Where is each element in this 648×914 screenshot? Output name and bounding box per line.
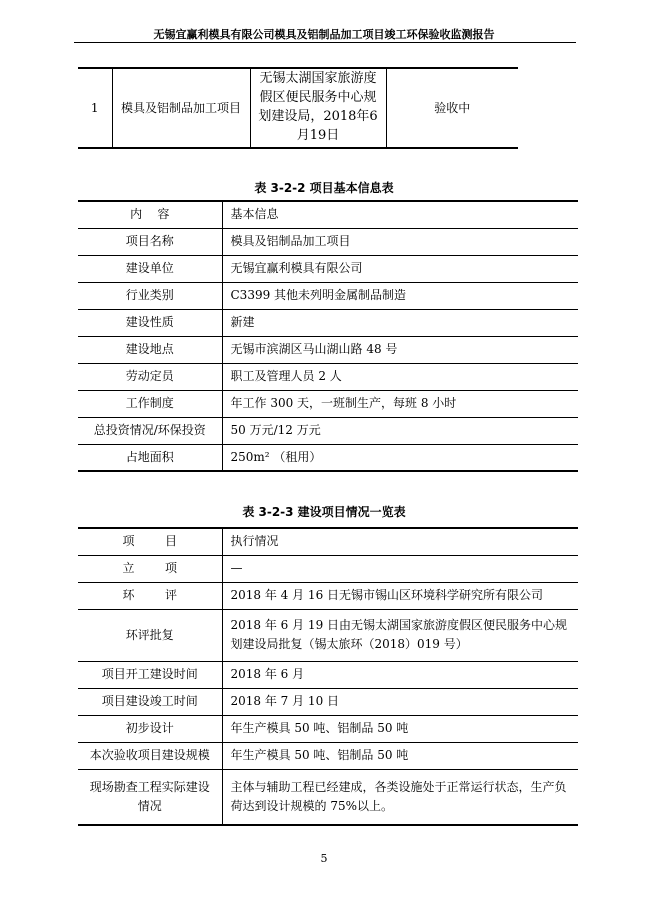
table-row xyxy=(78,609,578,661)
row-label: 行业类别 xyxy=(78,282,222,309)
row-value: 年工作 300 天，一班制生产，每班 8 小时 xyxy=(222,390,578,417)
row-value: 2018 年 4 月 16 日无锡市锡山区环境科学研究所有限公司 xyxy=(222,582,578,609)
row-label: 建设单位 xyxy=(78,255,222,282)
row-label: 本次验收项目建设规模 xyxy=(78,742,222,769)
row-value: 基本信息 xyxy=(222,201,578,228)
row-label: 内 容 xyxy=(78,201,222,228)
row-value: C3399 其他未列明金属制品制造 xyxy=(222,282,578,309)
table-row xyxy=(78,336,578,363)
row-label: 建设性质 xyxy=(78,309,222,336)
row-label: 总投资情况/环保投资 xyxy=(78,417,222,444)
row-label: 初步设计 xyxy=(78,715,222,742)
table-row xyxy=(78,68,518,148)
table-row xyxy=(78,528,578,555)
table-row xyxy=(78,742,578,769)
row-value: 50 万元/12 万元 xyxy=(222,417,578,444)
row-value: 2018 年 6 月 19 日由无锡太湖国家旅游度假区便民服务中心规划建设局批复（锡太旅环（2018）019 号） xyxy=(222,609,578,661)
row-label: 环评批复 xyxy=(78,609,222,661)
table-basic-caption: 表 3-2-2 项目基本信息表 xyxy=(254,181,394,195)
table-row xyxy=(78,255,578,282)
row-value: 年生产模具 50 吨、铝制品 50 吨 xyxy=(222,715,578,742)
row-value: 新建 xyxy=(222,309,578,336)
table-row xyxy=(78,417,578,444)
table-row xyxy=(78,715,578,742)
table-row xyxy=(78,228,578,255)
row-label: 项 目 xyxy=(78,528,222,555)
row-value: 250m² （租用） xyxy=(222,444,578,471)
row-index: 1 xyxy=(78,68,112,148)
table-row xyxy=(78,582,578,609)
table-row xyxy=(78,769,578,825)
row-label: 占地面积 xyxy=(78,444,222,471)
table-row xyxy=(78,309,578,336)
table-row xyxy=(78,444,578,471)
row-value: 模具及铝制品加工项目 xyxy=(222,228,578,255)
row-value: 主体与辅助工程已经建成，各类设施处于正常运行状态，生产负荷达到设计规模的 75%以上。 xyxy=(222,769,578,825)
row-label: 劳动定员 xyxy=(78,363,222,390)
report-header-title: 无锡宜赢利模具有限公司模具及铝制品加工项目竣工环保验收监测报告 xyxy=(153,28,495,41)
project-name-cell: 模具及铝制品加工项目 xyxy=(112,68,250,148)
table-row xyxy=(78,201,578,228)
row-label: 项目建设竣工时间 xyxy=(78,688,222,715)
row-label: 建设地点 xyxy=(78,336,222,363)
row-value: 无锡市滨湖区马山湖山路 48 号 xyxy=(222,336,578,363)
row-value: 2018 年 7 月 10 日 xyxy=(222,688,578,715)
row-value: 2018 年 6 月 xyxy=(222,661,578,688)
row-label: 环 评 xyxy=(78,582,222,609)
approval-table xyxy=(78,67,518,149)
approval-cell: 无锡太湖国家旅游度假区便民服务中心规划建设局，2018年6月19日 xyxy=(250,68,386,148)
row-label: 工作制度 xyxy=(78,390,222,417)
row-label: 立 项 xyxy=(78,555,222,582)
table-row xyxy=(78,363,578,390)
table-row xyxy=(78,688,578,715)
basic-info-table xyxy=(78,200,578,472)
row-label: 项目名称 xyxy=(78,228,222,255)
table-construction-caption: 表 3-2-3 建设项目情况一览表 xyxy=(242,505,406,519)
table-row xyxy=(78,390,578,417)
header-rule xyxy=(74,42,576,43)
row-label: 项目开工建设时间 xyxy=(78,661,222,688)
row-value: 无锡宜赢利模具有限公司 xyxy=(222,255,578,282)
table-row xyxy=(78,661,578,688)
row-label: 现场勘查工程实际建设情况 xyxy=(78,769,222,825)
page-number: 5 xyxy=(320,852,328,865)
row-value: — xyxy=(222,555,578,582)
row-value: 年生产模具 50 吨、铝制品 50 吨 xyxy=(222,742,578,769)
construction-table xyxy=(78,527,578,826)
table-row xyxy=(78,555,578,582)
status-cell: 验收中 xyxy=(386,68,518,148)
row-value: 执行情况 xyxy=(222,528,578,555)
row-value: 职工及管理人员 2 人 xyxy=(222,363,578,390)
table-row xyxy=(78,282,578,309)
